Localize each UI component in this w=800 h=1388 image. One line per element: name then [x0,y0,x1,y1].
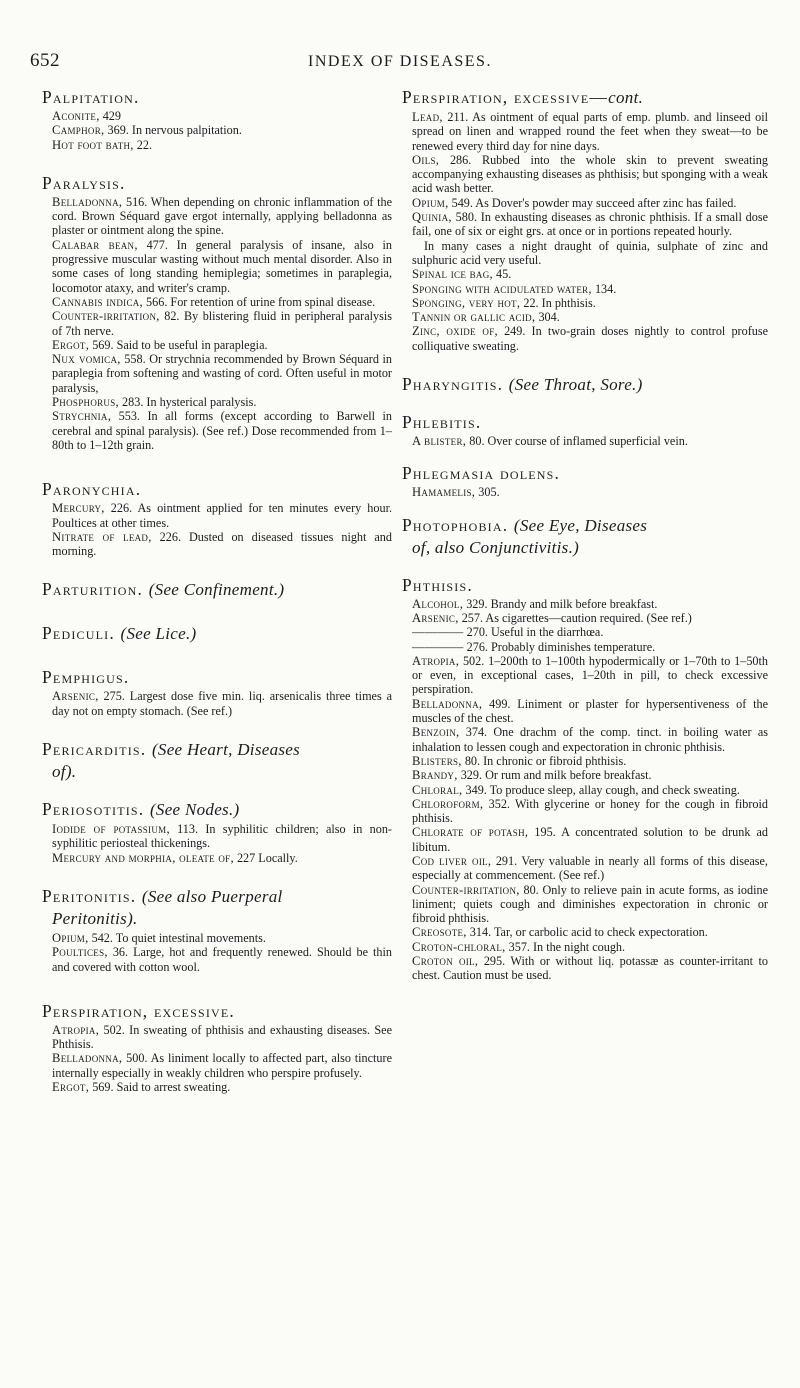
entry-text: 369. In nervous palpitation. [104,123,242,138]
entry-text: 36. Large, hot and frequently renewed. Should be thin and covered with cotton wool. [52,945,392,974]
index-entry [412,296,768,310]
entry-text: 276. Probably diminishes temperature. [463,639,656,654]
remedy-name: Nitrate of lead, [52,529,152,544]
remedy-name: Creosote, [412,925,467,940]
entry-text: 569. Said to arrest sweating. [89,1079,231,1094]
heading-text: Phthisis. [402,574,473,595]
remedy-name: Brandy, [412,768,458,783]
remedy-name: Cod liver oil, [412,853,492,868]
index-entry [52,138,392,152]
heading-text: Pericarditis. [42,739,147,760]
index-section [42,666,392,718]
heading-text: Periosotitis. [42,799,145,820]
remedy-name: Mercury and morphia, oleate of, [52,850,234,865]
section-heading [42,798,392,821]
index-section [42,1000,392,1094]
index-entry [52,338,392,352]
remedy-name: Belladonna, [412,696,483,711]
section-spacer [52,974,392,1000]
entry-text: 283. In hysterical paralysis. [118,395,257,410]
index-section [402,373,768,396]
remedy-name: Oils, [412,152,440,167]
heading-text: Parturition. [42,579,144,600]
section-spacer [412,397,768,411]
heading-text: Paronychia. [42,479,142,500]
heading-text: Palpitation. [42,87,140,107]
entry-text: 357. In the night cough. [505,939,626,954]
heading-text: Perspiration, excessive— [402,87,609,107]
remedy-name: Camphor, [52,123,105,138]
entry-text: 22. In phthisis. [520,295,596,310]
entry-text: 502. In sweating of phthisis and exhausting diseases. See Phthisis. [52,1022,392,1052]
heading-text: Phlebitis. [402,412,482,433]
index-entry [52,195,392,238]
remedy-name: ———— [412,639,464,654]
index-section [402,462,768,500]
see-reference: (See Confinement.) [148,580,285,600]
index-entry [412,754,768,768]
entry-text: 195. A concentrated solution to be drunk ad libitum. [412,825,768,854]
index-entry [52,295,392,309]
remedy-name: Ergot, [52,337,90,352]
index-entry [412,954,768,983]
index-entry [412,597,768,611]
index-entry [52,123,392,137]
index-entry [412,485,768,499]
entry-text: 270. Useful in the diarrhœa. [463,625,604,640]
remedy-name: Chlorate of potash, [412,825,529,840]
remedy-name: A blister, [412,434,467,449]
remedy-name: Opium, [52,930,89,945]
entry-text: 45. [492,267,512,282]
entry-text: 304. [535,310,560,325]
see-reference: (See Eye, Diseases [513,515,648,535]
index-entry [412,854,768,883]
index-entry [412,434,768,448]
entry-text: 549. As Dover's powder may succeed after zinc has failed. [448,195,737,210]
remedy-name: Hot foot bath, [52,137,134,152]
remedy-name: Croton-chloral, [412,939,506,954]
remedy-name: Calabar bean, [52,237,138,252]
index-entry [412,940,768,954]
index-section [402,514,768,559]
heading-text: Pharyngitis. [402,374,504,395]
index-entry [52,409,392,452]
remedy-name: Poultices, [52,945,108,960]
entry-text: 226. Dusted on diseased tissues night and morning. [52,529,392,559]
remedy-name: Atropia, [412,653,460,668]
section-heading [402,373,768,396]
index-entry [412,210,768,239]
remedy-name: Counter-irritation, [412,882,520,897]
entry-text: 80. Only to relieve pain in acute forms, as iodine liniment; quiets cough and diminishes expectoration in chronic or fibroid phthisis. [412,882,768,926]
index-section [402,411,768,449]
index-entry [412,196,768,210]
section-heading [402,411,768,433]
remedy-name: Spinal ice bag, [412,267,493,282]
remedy-name: Phosphorus, [52,395,119,410]
section-heading [42,578,392,601]
remedy-name: Belladonna, [52,194,123,209]
section-heading [42,172,392,194]
heading-text: Photophobia. [402,514,509,535]
see-reference-cont: Peritonitis). [52,908,138,928]
entry-text: 295. With or without liq. potassæ as counter-irritant to chest. Caution must be used. [412,954,768,983]
entry-text: 291. Very valuable in nearly all forms of this disease, especially at commencement. (See ref.) [412,853,768,883]
entry-text: 113. In syphilitic children; also in non-syphilitic periosteal thickenings. [52,822,392,851]
remedy-name: Sponging, very hot, [412,295,521,310]
index-section [42,172,392,452]
entry-text: In many cases a night draught of quinia, sulphate of zinc and sulphuric acid very useful. [412,238,768,267]
running-title: INDEX OF DISEASES. [308,53,492,70]
entry-text: 566. For retention of urine from spinal disease. [143,294,376,309]
remedy-name: Strychnia, [52,409,112,424]
index-section [42,738,392,783]
index-entry [52,109,392,123]
index-entry [412,267,768,281]
remedy-name: Ergot, [52,1079,90,1094]
index-entry [52,501,392,530]
remedy-name: Mercury, [52,501,105,516]
entry-text: 502. 1–200th to 1–100th hypodermically or 1–70th to 1–50th or even, in exceptional cases, 1–20th in pill, to check excessive perspiration. [412,653,768,697]
index-entry [52,945,392,974]
index-entry [52,931,392,945]
entry-text: 211. As ointment of equal parts of emp. plumb. and linseed oil spread on linen and wrapped round the feet when they sweat—to be renewed every third day for nine days. [412,110,768,153]
remedy-name: Counter-irritation, [52,309,160,324]
section-spacer [52,646,392,666]
entry-text: 542. To quiet intestinal movements. [88,930,266,945]
index-entry [412,640,768,654]
section-spacer [52,865,392,885]
section-heading [402,574,768,596]
section-spacer [412,560,768,574]
entry-text: 580. In exhausting diseases as chronic phthisis. If a small dose fail, one of six or eight grs. at once or in portions repeated hourly. [412,210,768,239]
left-column [42,86,392,1094]
entry-text: 257. As cigarettes—caution required. (See ref.) [458,610,692,625]
see-reference: (See Throat, Sore.) [508,375,643,395]
index-entry [52,238,392,295]
see-reference-cont: of, also Conjunctivitis.) [412,537,580,557]
entry-text: 352. With glycerine or honey for the cough in fibroid phthisis. [412,796,768,826]
heading-text: Pediculi. [42,623,115,644]
entry-text: 22. [133,137,153,152]
entry-text: 553. In all forms (except according to Barwell in cerebral and spinal paralysis). (See ref.) Dose recommended from 1–80th to 1–12th grain. [52,409,392,452]
section-heading [42,86,392,108]
remedy-name: Tannin or gallic acid, [412,310,536,325]
entry-text: 558. Or strychnia recommended by Brown Séquard in paraplegia from softening and wasting of cord. Often useful in motor paralysis, [52,352,392,395]
see-reference: (See Lice.) [120,624,197,644]
index-entry [412,625,768,639]
entry-text: 329. Or rum and milk before breakfast. [457,768,652,783]
remedy-name: Lead, [412,110,443,124]
index-entry [412,282,768,296]
remedy-name: Arsenic, [52,689,99,704]
section-spacer [412,448,768,462]
heading-text: Phlegmasia dolens. [402,463,561,484]
index-entry [412,324,768,353]
index-entry [412,725,768,754]
see-reference: (See also Puerperal [141,886,283,906]
index-entry [412,697,768,726]
entry-text: 305. [475,485,500,500]
heading-text: Peritonitis. [42,885,137,906]
index-entry [52,352,392,395]
index-entry [412,825,768,854]
index-entry [412,768,768,782]
index-entry [52,822,392,851]
right-column [402,86,768,983]
entry-text: 80. Over course of inflamed superficial vein. [466,434,688,449]
heading-text: Paralysis. [42,172,126,193]
remedy-name: Nux vomica, [52,352,121,367]
section-spacer [52,452,392,478]
index-entry [412,797,768,826]
remedy-name: Chloroform, [412,796,484,811]
index-entry [52,1080,392,1094]
index-entry [412,654,768,697]
section-heading [402,514,768,559]
remedy-name: Iodide of potassium, [52,822,170,837]
entry-text: 349. To produce sleep, allay cough, and check sweating. [462,782,740,797]
heading-cont: cont. [608,88,644,107]
remedy-name: ———— [412,625,464,640]
index-section [42,622,392,645]
entry-text: 226. As ointment applied for ten minutes every hour. Poultices at other times. [52,501,392,530]
entry-text: 314. Tar, or carbolic acid to check expectoration. [466,925,708,940]
index-entry [412,883,768,926]
entry-text: 429 [99,109,121,123]
entry-text: 227 Locally. [233,850,298,865]
remedy-name: Croton oil, [412,954,479,969]
remedy-name: Opium, [412,195,449,210]
entry-text: 374. One drachm of the comp. tinct. in boiling water as inhalation to lessen cough and expectoration in chronic phthisis. [412,725,768,754]
section-heading [42,738,392,783]
index-entry [52,530,392,559]
entry-text: 477. In general paralysis of insane, also in progressive muscular wasting without much mental disorder. Also in some cases of long standing hemiplegia; sometimes in paraplegia, locomotor ataxy, and writer's cramp. [52,237,392,295]
see-reference: (See Heart, Diseases [151,740,301,760]
section-heading [42,622,392,645]
index-entry [412,925,768,939]
page-number: 652 [30,50,60,71]
entry-text: 80. In chronic or fibroid phthisis. [461,753,627,768]
remedy-name: Atropia, [52,1022,100,1037]
remedy-name: Hamamelis, [412,485,476,500]
index-section [42,578,392,601]
entry-text: 286. Rubbed into the whole skin to prevent sweating accompanying exhausting diseases as phthisis; but sponging with a weak acid wash better. [412,152,768,196]
entry-text: 249. In two-grain doses nightly to control profuse colliquative sweating. [412,324,768,353]
index-section [42,798,392,865]
index-entry [412,611,768,625]
heading-text: Perspiration, excessive. [42,1000,236,1021]
index-entry [412,239,768,268]
remedy-name: Zinc, oxide of, [412,324,498,339]
section-spacer [52,152,392,172]
index-entry [52,851,392,865]
index-entry [412,310,768,324]
remedy-name: Blisters, [412,753,462,768]
index-entry [52,689,392,718]
entry-text: 499. Liniment or plaster for hypersentiveness of the muscles of the chest. [412,696,768,726]
heading-text: Pemphigus. [42,667,130,688]
index-section [42,86,392,152]
remedy-name: Alcohol, [412,596,464,611]
see-reference: (See Nodes.) [149,800,240,820]
section-spacer [412,500,768,514]
section-heading [402,86,768,109]
remedy-name: Benzoin, [412,725,460,740]
remedy-name: Aconite, [52,109,100,123]
remedy-name: Chloral, [412,782,463,797]
section-heading [42,666,392,688]
page-header [30,50,770,78]
entry-text: 82. By blistering fluid in peripheral paralysis of 7th nerve. [52,309,392,338]
index-entry [52,1023,392,1052]
remedy-name: Sponging with acidulated water, [412,281,592,296]
section-heading [42,1000,392,1022]
index-entry [52,395,392,409]
index-section [402,86,768,353]
section-heading [42,885,392,930]
section-heading [42,478,392,500]
index-entry [412,110,768,153]
index-section [42,478,392,559]
index-entry [412,153,768,196]
index-entry [52,309,392,338]
entry-text: 569. Said to be useful in paraplegia. [89,337,268,352]
entry-text: 500. As liniment locally to affected part, also tincture internally especially in weakly children who perspire profusely. [52,1051,392,1080]
index-entry [52,1051,392,1080]
section-spacer [52,784,392,798]
section-spacer [52,718,392,738]
section-spacer [52,558,392,578]
index-section [402,574,768,983]
index-entry [412,783,768,797]
section-spacer [412,353,768,373]
entry-text: 329. Brandy and milk before breakfast. [463,596,658,611]
entry-text: 516. When depending on chronic inflammation of the cord. Brown Séquard gave ergot internally, applying belladonna as plaster or ointment along the spine. [52,194,392,238]
entry-text: 275. Largest dose five min. liq. arsenicalis three times a day not on empty stomach. (See ref.) [52,689,392,718]
remedy-name: Quinia, [412,210,452,225]
see-reference-cont: of). [52,762,77,782]
section-heading [402,462,768,484]
remedy-name: Arsenic, [412,610,459,625]
remedy-name: Cannabis indica, [52,294,143,309]
remedy-name: Belladonna, [52,1051,123,1066]
section-spacer [52,602,392,622]
entry-text: 134. [591,281,617,296]
index-section [42,885,392,974]
